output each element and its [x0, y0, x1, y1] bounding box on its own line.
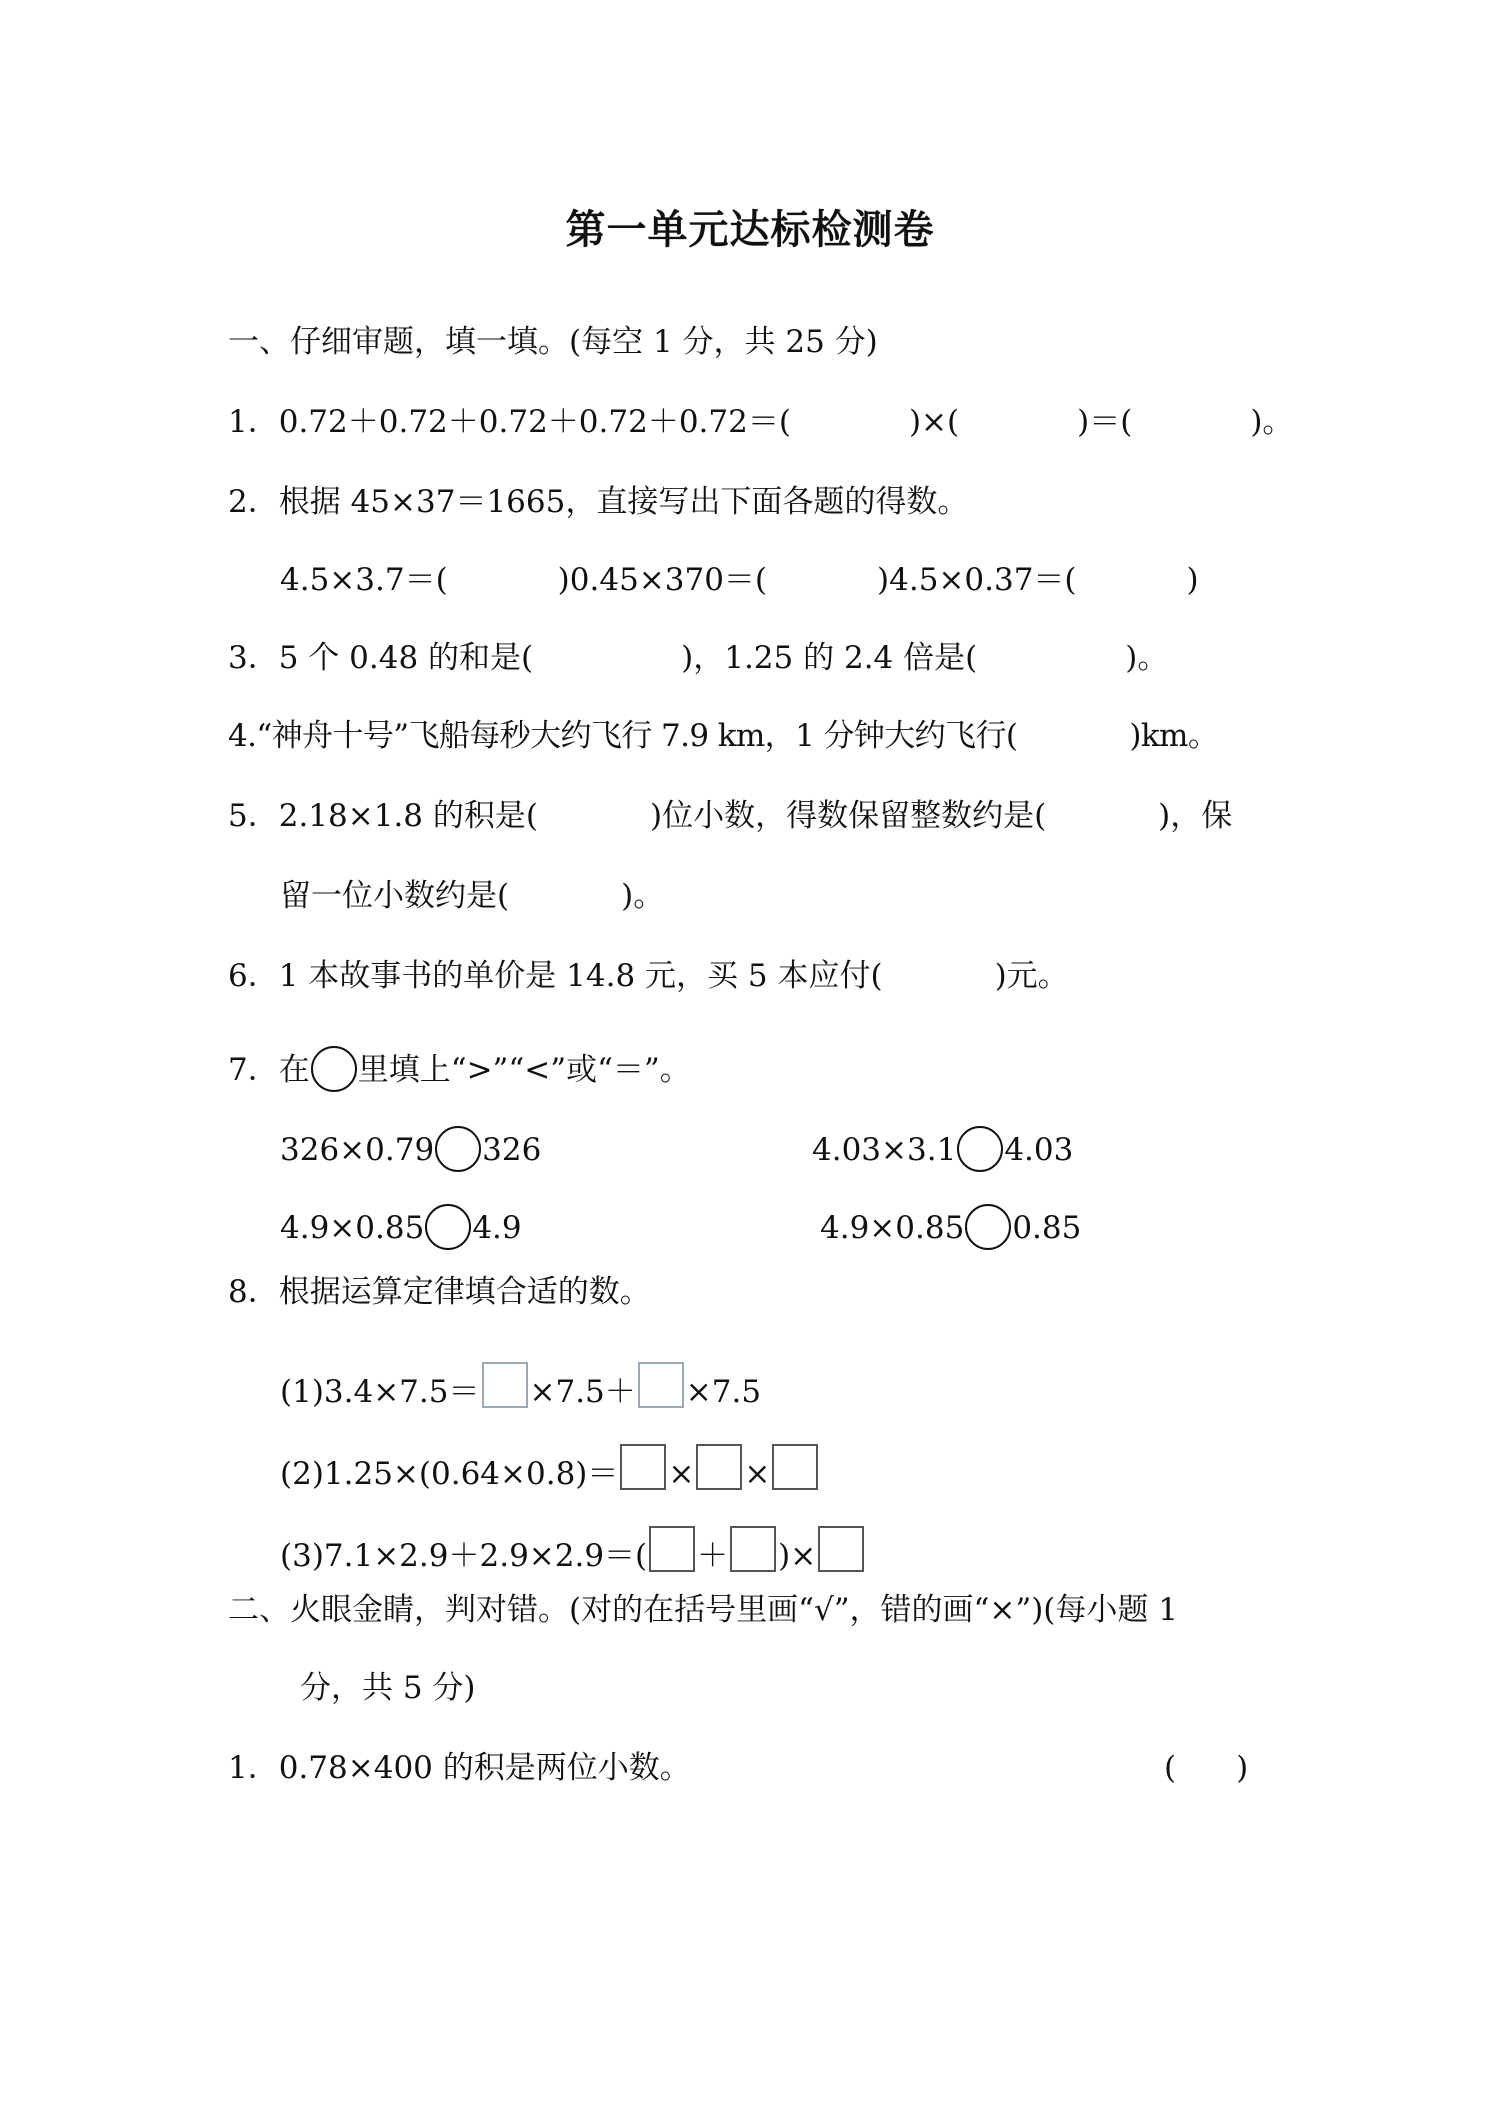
question-number: 7．	[228, 1052, 279, 1088]
q7-expr: 326×0.79	[280, 1132, 435, 1168]
question-number: 3．	[228, 640, 279, 676]
q5-text-b: )位小数，得数保留整数约是(	[649, 798, 1047, 834]
circle-icon	[311, 1046, 357, 1092]
answer-box[interactable]	[772, 1444, 818, 1490]
q3-text-b: )，1.25 的 2.4 倍是(	[681, 640, 978, 676]
question-5	[228, 796, 1232, 836]
q1-expression: 0.72＋0.72＋0.72＋0.72＋0.72＝(	[278, 404, 791, 440]
q7-row-2-left	[280, 1204, 522, 1244]
question-number: 6．	[228, 958, 279, 994]
q7-expr: 4.9×0.85	[280, 1210, 425, 1246]
q2-item-c: )4.5×0.37＝(	[877, 562, 1077, 598]
answer-box[interactable]	[730, 1526, 776, 1572]
q7-expr: 4.9	[472, 1210, 522, 1246]
question-number: 2．	[228, 484, 279, 520]
compare-circle[interactable]	[435, 1126, 481, 1172]
answer-box[interactable]	[482, 1362, 528, 1408]
q8-sub-3	[280, 1526, 866, 1574]
compare-circle[interactable]	[965, 1204, 1011, 1250]
q7-expr: 326	[482, 1132, 542, 1168]
q8-s2-text: ×	[668, 1456, 695, 1492]
q3-text-a: 5 个 0.48 的和是(	[278, 640, 534, 676]
q8-sub-1	[280, 1362, 762, 1410]
q2-item-b: )0.45×370＝(	[557, 562, 768, 598]
section-1-heading: 一、仔细审题，填一填。(每空 1 分，共 25 分)	[228, 324, 878, 360]
answer-box[interactable]	[818, 1526, 864, 1572]
q8-s1-text: ×7.5＋	[529, 1374, 636, 1410]
judge-question-1	[228, 1748, 691, 1788]
question-number: 1．	[228, 1750, 279, 1786]
q8-s2-text: (2)1.25×(0.64×0.8)＝	[280, 1456, 619, 1492]
q6-text-a: 1 本故事书的单价是 14.8 元，买 5 本应付(	[278, 958, 883, 994]
q7-expr: 4.03×3.1	[812, 1132, 957, 1168]
q8-s3-text: (3)7.1×2.9＋2.9×2.9＝(	[280, 1538, 648, 1574]
q7-expr: 4.9×0.85	[820, 1210, 965, 1246]
question-number: 4.	[228, 718, 257, 754]
q2-item-a: 4.5×3.7＝(	[280, 562, 448, 598]
q7-row-2-right	[820, 1204, 1081, 1244]
q8-s1-text: ×7.5	[685, 1374, 762, 1410]
answer-box[interactable]	[696, 1444, 742, 1490]
q5-text-c: )，保	[1158, 798, 1233, 834]
q1-text-2: )×(	[908, 404, 960, 440]
question-number: 8．	[228, 1274, 279, 1310]
question-number: 5．	[228, 798, 279, 834]
compare-circle[interactable]	[957, 1126, 1003, 1172]
q7-expr: 0.85	[1012, 1210, 1082, 1246]
paren-right: )	[1236, 1750, 1249, 1786]
q4-text-a: “神舟十号”飞船每秒大约飞行 7.9 km，1 分钟大约飞行(	[256, 718, 1018, 754]
q7-text-a: 在	[278, 1052, 310, 1088]
q2-text: 根据 45×37＝1665，直接写出下面各题的得数。	[278, 484, 969, 520]
q8-sub-2	[280, 1444, 820, 1492]
compare-circle[interactable]	[425, 1204, 471, 1250]
question-6	[228, 956, 1069, 996]
q8-s1-text: (1)3.4×7.5＝	[280, 1374, 480, 1410]
q1-text-4: )。	[1250, 404, 1294, 440]
question-number: 1．	[228, 404, 279, 440]
question-2	[228, 482, 968, 522]
q1-text-3: )＝(	[1077, 404, 1133, 440]
question-8	[228, 1272, 651, 1312]
q8-text: 根据运算定律填合适的数。	[278, 1274, 651, 1310]
question-3	[228, 638, 1168, 678]
question-7	[228, 1046, 691, 1086]
q7-row-1-left	[280, 1126, 541, 1166]
q4-text-b: )km。	[1129, 718, 1219, 754]
q8-s3-text: ＋	[697, 1538, 729, 1574]
q7-expr: 4.03	[1004, 1132, 1074, 1168]
question-2-items	[280, 560, 1199, 600]
q8-s3-text: )×	[778, 1538, 817, 1574]
answer-box[interactable]	[638, 1362, 684, 1408]
q8-s2-text: ×	[744, 1456, 771, 1492]
q2-item-d: )	[1186, 562, 1199, 598]
judge-answer-parens[interactable]	[1164, 1748, 1248, 1788]
judge-q1-text: 0.78×400 的积是两位小数。	[278, 1750, 691, 1786]
q3-text-c: )。	[1125, 640, 1169, 676]
q5-text-a: 2.18×1.8 的积是(	[278, 798, 538, 834]
answer-box[interactable]	[620, 1444, 666, 1490]
q7-text-b: 里填上“>”“<”或“＝”。	[357, 1052, 691, 1088]
section-2-heading: 二、火眼金睛，判对错。(对的在括号里画“√”，错的画“×”)(每小题 1	[228, 1592, 1178, 1628]
section-2-heading-cont: 分，共 5 分)	[300, 1670, 476, 1706]
q5-text-line2b: )。	[621, 878, 665, 914]
q5-text-line2a: 留一位小数约是(	[280, 878, 510, 914]
page-title: 第一单元达标检测卷	[565, 207, 935, 253]
q6-text-b: )元。	[994, 958, 1069, 994]
answer-box[interactable]	[649, 1526, 695, 1572]
question-1	[228, 402, 1293, 442]
question-4	[228, 716, 1218, 756]
question-5-line-2	[280, 876, 664, 916]
paren-left: (	[1164, 1750, 1177, 1786]
q7-row-1-right	[812, 1126, 1073, 1166]
